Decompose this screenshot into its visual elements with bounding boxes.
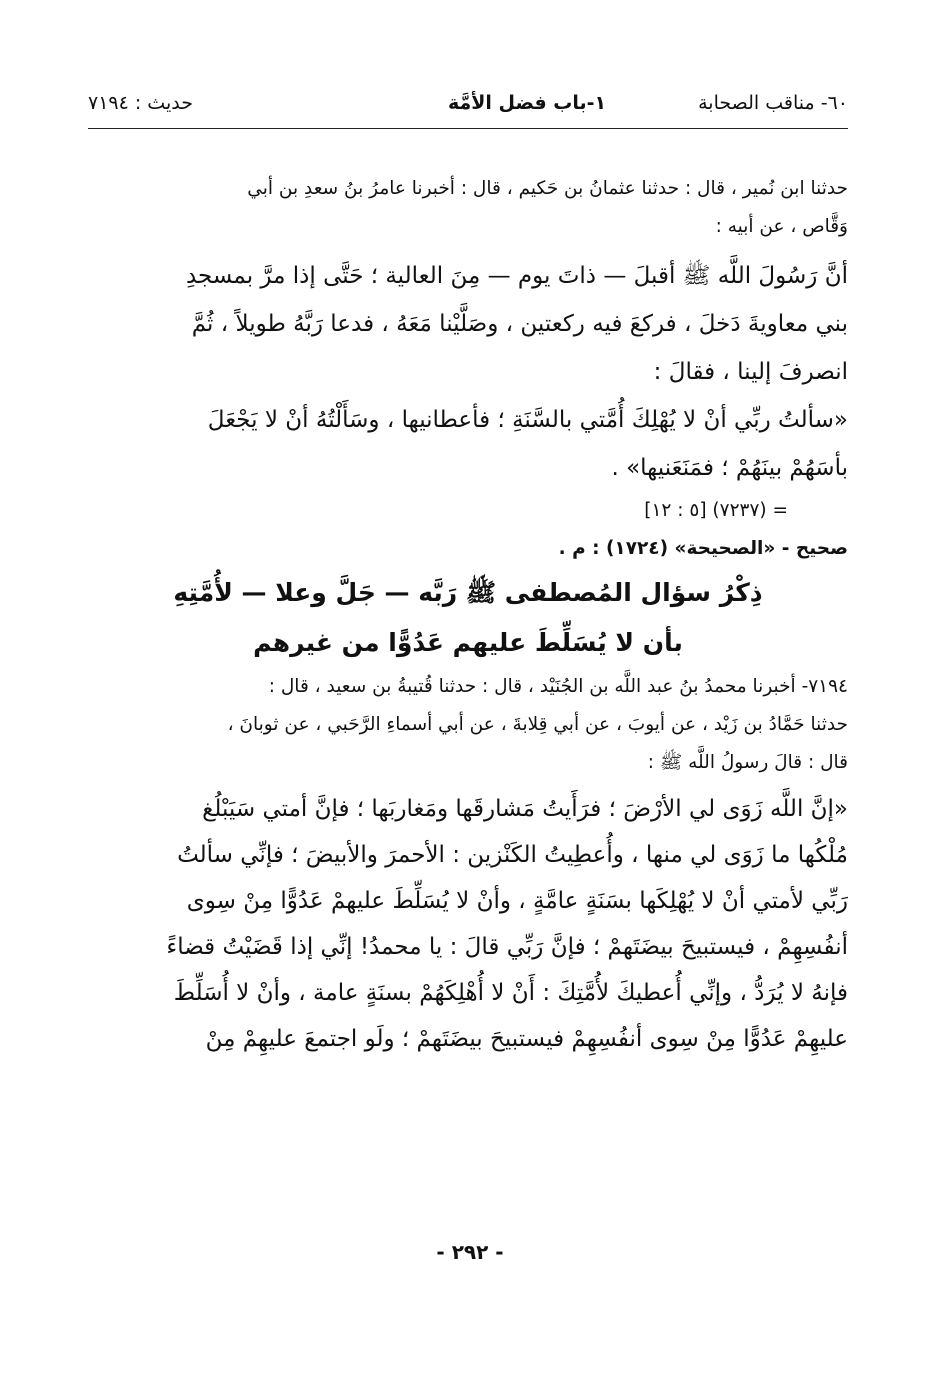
- isnad-line: قال : قالَ رسولُ اللَّه ﷺ :: [647, 752, 848, 773]
- chapter-heading-line-2: بأن لا يُسَلِّطَ عليهم عَدُوًّا من غيرهم: [253, 628, 683, 657]
- matn-line: أنفُسِهِمْ ، فيستبيحَ بيضَتَهمْ ؛ فإنَّ رَبِّي قالَ : يا محمدُ! إنِّي إذا قَضَيْتُ قضاءً: [166, 934, 848, 960]
- cross-reference: = (٧٢٣٧) [٥ : ١٢]: [644, 500, 788, 521]
- matn-line: انصرفَ إلينا ، فقالَ :: [653, 359, 848, 385]
- page-body: [88, 170, 848, 1062]
- chapter-heading-line-1: ذِكْرُ سؤال المُصطفى ﷺ رَبَّه — جَلَّ وعلا — لأُمَّتِهِ: [173, 578, 763, 607]
- matn-line: «إنَّ اللَّه زَوَى لي الأرْضَ ؛ فرَأَيتُ مَشارقَها ومَغاربَها ؛ فإنَّ أمتي سَيَبْلُغ: [202, 796, 848, 822]
- isnad-line: حدثنا ابن نُمير ، قال : حدثنا عثمانُ بن حَكيم ، قال : أخبرنا عامرُ بنُ سعدِ بن أبي: [247, 178, 848, 199]
- isnad-line: وَقَّاص ، عن أبيه :: [715, 216, 848, 237]
- header-chapter: ٦٠- مناقب الصحابة: [698, 92, 848, 114]
- matn-line: عليهِمْ عَدُوًّا مِنْ سِوى أنفُسِهِمْ فيستبيحَ بيضَتَهمْ ؛ ولَو اجتمعَ عليهِمْ مِنْ: [205, 1026, 848, 1052]
- matn-line: مُلْكُها ما زَوَى لي منها ، وأُعطِيتُ الكَنْزين : الأحمرَ والأبيضَ ؛ فإنِّي سألتُ: [177, 842, 848, 868]
- matn-line: رَبِّي لأمتي أنْ لا يُهْلِكَها بسَنَةٍ عامَّةٍ ، وأنْ لا يُسَلِّطَ عليهمْ عَدُوًّا مِنْ سِوى: [186, 888, 848, 914]
- header-section: ١-باب فضل الأمَّة: [448, 92, 607, 114]
- grading-note: صحيح - «الصحيحة» (١٧٢٤) : م .: [558, 538, 848, 559]
- isnad-line: ٧١٩٤- أخبرنا محمدُ بنُ عبد اللَّه بن الجُنَيْد ، قال : حدثنا قُتيبةُ بن سعيد ، قال :: [268, 676, 848, 697]
- running-header: [88, 88, 848, 129]
- page-number: - ٢٩٢ -: [436, 1240, 504, 1264]
- header-hadith-number: حديث : ٧١٩٤: [88, 92, 193, 114]
- matn-line: فإنهُ لا يُرَدُّ ، وإنِّي أُعطيكَ لأُمَّتِكَ : أَنْ لا أُهْلِكَهُمْ بسنَةٍ عامة ، وأنْ لا أُسَلِّطَ: [173, 980, 848, 1006]
- matn-line: بأسَهُمْ بينَهُمْ ؛ فمَنَعَنيها» .: [611, 455, 848, 481]
- matn-line: بني معاويةَ دَخلَ ، فركعَ فيه ركعتين ، وصَلَّيْنا مَعَهُ ، فدعا رَبَّهُ طويلاً ، ثُمَّ: [191, 311, 848, 337]
- matn-line: أنَّ رَسُولَ اللَّه ﷺ أقبلَ — ذاتَ يوم — مِنَ العالية ؛ حَتَّى إذا مرَّ بمسجدِ: [185, 263, 848, 289]
- isnad-line: حدثنا حَمَّادُ بن زَيْد ، عن أيوبَ ، عن أبي قِلابةَ ، عن أبي أسماءِ الرَّحَبي ، عن ثوبانَ ،: [227, 714, 848, 735]
- matn-line: «سألتُ ربِّي أنْ لا يُهْلِكَ أُمَّتي بالسَّنَةِ ؛ فأعطانيها ، وسَأَلْتُهُ أنْ لا يَجْعَلَ: [207, 407, 848, 433]
